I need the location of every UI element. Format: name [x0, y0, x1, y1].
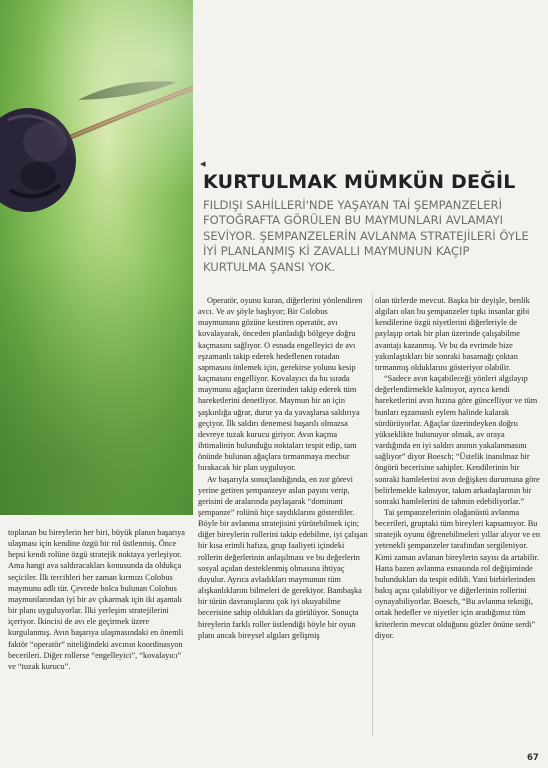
article-subtitle: FILDIŞI SAHİLLERİ'NDE YAŞAYAN TAİ ŞEMPANZELERİ FOTOĞRAFTA GÖRÜLEN BU MAYMUNLARI AVLAMAYI SEVİYOR. ŞEMPANZELERİN AVLANMA STRATEJİLERİ ÖYLE İYİ PLANLANMIŞ Kİ ZAVALLI MAYMUNUN KAÇIP KURTULMA ŞANSI YOK. [203, 198, 529, 274]
paragraph: Operatör, oyunu kuran, diğerlerini yönlendiren avcı. Ve av şöyle başlıyor; Bir Colobus maymununu gözüne kestiren operatör, avı kovalayarak, önceden planladığı bölgeye doğru kaçmasını sağlıyor. O esnada engelleyici de avı eşzamanlı takip ederek hedeflenen rotadan sapmasını önlemek için, gerekirse yolunu kesip kaçmasını engelliyor. Kovalayıcı da bu sırada maymunu ağaçların üzerinden takip ederek tüm hareketlerini denetliyor. Maymun bir an için şaşkınlığa uğrar, durur ya da yavaşlarsa saldırıya geçiyor. İlk saldırı denemesi başarılı olmazsa devreye tuzak kurucu giriyor. Avın kaçma ihtimalinin bulunduğu noktaları tespit edip, tam önünde bulunan ağaçlara tırmanmaya mecbur bırakacak bir plan uyguluyor. [198, 296, 363, 473]
column-divider [372, 293, 373, 736]
column-middle [198, 295, 370, 641]
monkey-fur [0, 108, 76, 212]
article-title: KURTULMAK MÜMKÜN DEĞİL [203, 171, 516, 193]
section-marker-icon: ◂ [200, 157, 206, 170]
monkey-illustration [0, 0, 193, 515]
column-left [8, 527, 188, 672]
paragraph: Av başarıyla sonuçlandığında, en zor görevi yerine getiren şempanzeye aslan payını verip, gerisini de aralarında paylaşarak “dominant şempanze” rolünü hiçe saydıklarını gösterdiler. Böyle bir avlanma stratejisini yürütebilmek için; diğer bireylerin rollerini takip edebilme, iyi çalışan bir kısa erimli hafıza, grup faaliyeti içindeki rollerin değerlerinin anlaşılması ve bu değerlerin sosyal açıdan desteklenmiş olmasına ihtiyaç duyulur. Ayrıca avladıkları maymunun tüm alışkanlıklarını bilmeleri de gerekiyor. Bambaşka bir türün davranışlarını çok iyi okuyabilme becerisine sahip oldukları da görülüyor. Sonuçta bireylerin farklı roller üstlendiği böyle bir oyun planı ancak bireysel algıları gelişmiş [198, 474, 368, 640]
paragraph: “Sadece avın kaçabileceği yönleri algılayıp değerlendirmekle kalmıyor, ayrıca kendi hareketlerini avın hızına göre güncelliyor ve tüm bunları eşzamanlı eylem halinde kalarak sürdürüyorlar. Ağaçlar üzerindeyken doğru yükseklikte bulunuyor olmak, av oraya vardığında en iyi saldırı anının yakalanmasını sağlıyor” diyor Boesch; “Üstelik inanılmaz bir öngörü becerisine sahipler. Kendilerinin bir sonraki hamlelerini avın değişken durumuna göre belirlemekle kalmıyor, takım arkadaşlarının bir sonraki hamlelerini de tahmin edebiliyorlar.” [375, 374, 540, 506]
paragraph: olan türlerde mevcut. Başka bir deyişle, benlik algıları olan bu şempanzeler tıpkı insanlar gibi kendilerine özgü niyetlerini diğerleriyle de paylaşıp ortak bir plan üzerinde çalışabilme avantajı kazanmış. Ve bu da evrimde bize yakınlaştıkları bir sonraki basamağı çoktan tırmanmış olduklarını gösteriyor olabilir. [375, 296, 530, 372]
column-right [375, 295, 541, 641]
branch-shape [40, 88, 193, 150]
paragraph: toplanan bu bireylerin her biri, büyük planın başarıya ulaşması için kendine özgü bir rol üstlenmiş. Önce hepsi kendi rolüne özgü stratejik noktaya yerleşiyor. Ama hangi ava saldıracakları konusunda da oldukça seçiciler. İlk tercihleri her zaman kırmızı Colobus maymunu adlı tür. Çevrede bolca bulunan Colobus maymunlarından iyi bir av çıkarmak için iki aşamalı bir planı uyguluyorlar. İlki yerleşim stratejilerini içeriyor. İkincisi de avı ele geçirmek üzere kurgulanmış. Avın başarıya ulaşmasındaki en önemli faktör “operatör” niteliğindeki avcının koordinasyon becerileri. Diğer rollerse “engelleyici”, “kovalayıcı” ve “tuzak kurucu”. [8, 528, 185, 671]
paragraph: Tai şempanzelerinin olağanüstü avlanma becerileri, gruptaki tüm bireyleri kapsamıyor. Bu stratejik oyunu öğrenebilmeleri yıllar alıyor ve en yetenekli şempanzeler tarafından sergileniyor. Kimi zaman avlanan bireylerin sayısı da artabilir. Hatta bazen avlanma esnasında rol değişiminde bulundukları da tespit edildi. Yani birbirlerinden bakış açısı çalabiliyor ve diğerlerinin rollerini oynayabiliyorlar. Boesch, “Bu avlanma tekniği, ortak hedefler ve niyetler için aradığımız tüm kriterlerin mevcut olduğunu gözler önüne serdi” diyor. [375, 507, 540, 640]
page-number: 67 [527, 753, 539, 763]
leaf-shape [78, 81, 176, 100]
photo-monkey-on-branch [0, 0, 193, 515]
